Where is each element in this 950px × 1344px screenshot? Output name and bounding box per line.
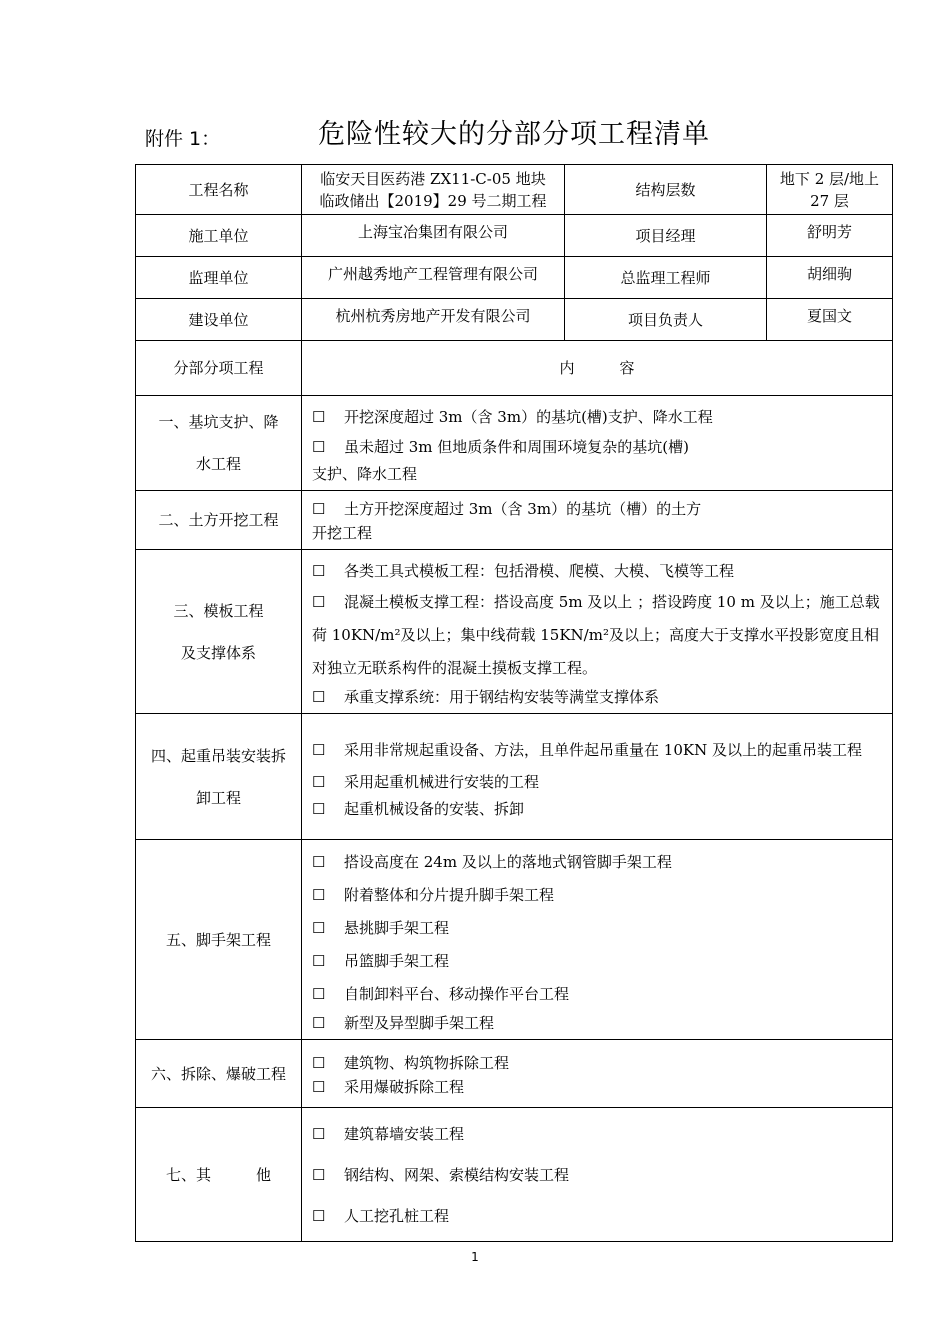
checkbox-icon[interactable]: ☐: [312, 408, 326, 426]
checkbox-icon[interactable]: ☐: [312, 438, 326, 456]
section-7-item-1: [312, 1114, 884, 1155]
section-2-item-1: [312, 497, 884, 521]
owner-head-label: 项目负责人: [565, 299, 767, 341]
item-text: 附着整体和分片提升脚手架工程: [344, 886, 555, 904]
section-2-title: 二、土方开挖工程: [136, 491, 302, 550]
supervisor-value: 广州越秀地产工程管理有限公司: [302, 257, 565, 299]
item-text: 自制卸料平台、移动操作平台工程: [344, 985, 570, 1003]
section-5-item-5: [312, 978, 884, 1011]
item-text: 承重支撑系统：用于钢结构安装等满堂支撑体系: [344, 688, 660, 706]
section-3-title-line-2: 及支撑体系: [180, 643, 256, 662]
section-5-item-6: [312, 1011, 884, 1035]
section-6-item-1: [312, 1051, 884, 1075]
section-row-7: [136, 1108, 893, 1242]
contractor-value: 上海宝冶集团有限公司: [302, 215, 565, 257]
item-text: 混凝土模板支撑工程：搭设高度 5m 及以上 ；搭设跨度 10 m 及以上；施工总载荷 10KN/m²及以上；集中线荷载 15KN/m²及以上；高度大于支撑水平投影宽度且相对独立无联系构件的混凝土摸板支撑工程。: [312, 593, 880, 677]
checkbox-icon[interactable]: ☐: [312, 919, 326, 937]
page-title: 危险性较大的分部分项工程清单: [318, 119, 710, 150]
section-7-item-3: [312, 1196, 884, 1237]
row-contractor: [136, 215, 893, 257]
item-text: 虽未超过 3m 但地质条件和周围环境复杂的基坑(槽): [344, 438, 690, 456]
section-7-content: [302, 1108, 893, 1242]
section-3-item-1: [312, 556, 884, 586]
section-6-content: [302, 1040, 893, 1108]
section-6-title: 六、拆除、爆破工程: [136, 1040, 302, 1108]
section-3-title-line-1: 三、模板工程: [173, 601, 264, 620]
checkbox-icon[interactable]: ☐: [312, 1125, 326, 1143]
section-4-title-line-2: 卸工程: [195, 788, 241, 807]
section-5-content: [302, 840, 893, 1040]
section-1-content: [302, 396, 893, 491]
owner-value: 杭州杭秀房地产开发有限公司: [302, 299, 565, 341]
owner-label: 建设单位: [136, 299, 302, 341]
section-4-content: [302, 714, 893, 840]
chief-engineer-value: 胡细驹: [767, 257, 893, 299]
checkbox-icon[interactable]: ☐: [312, 985, 326, 1003]
section-row-2: [136, 491, 893, 550]
row-header: [136, 341, 893, 396]
item-text: 采用非常规起重设备、方法，且单件起吊重量在 10KN 及以上的起重吊装工程: [344, 741, 862, 759]
item-text: 吊篮脚手架工程: [344, 952, 450, 970]
supervisor-label: 监理单位: [136, 257, 302, 299]
section-2-content: [302, 491, 893, 550]
structure-line-2: 27 层: [810, 191, 849, 210]
section-1-title-line-1: 一、基坑支护、降: [158, 413, 279, 431]
project-name-line-2: 临政储出【2019】29 号二期工程: [319, 191, 547, 210]
section-3-item-2: [312, 586, 884, 685]
pm-value: 舒明芳: [767, 215, 893, 257]
section-4-item-2: [312, 767, 884, 797]
checkbox-icon[interactable]: ☐: [312, 1207, 326, 1225]
section-4-title-line-1: 四、起重吊装安装拆: [150, 746, 286, 765]
section-1-item-2: [312, 432, 884, 462]
section-1-item-1: [312, 402, 884, 432]
owner-head-value: 夏国文: [767, 299, 893, 341]
item-text: 开挖深度超过 3m（含 3m）的基坑(槽)支护、降水工程: [344, 408, 713, 426]
pm-label: 项目经理: [565, 215, 767, 257]
section-row-3: [136, 550, 893, 714]
section-4-item-3: [312, 797, 884, 821]
checkbox-icon[interactable]: ☐: [312, 741, 326, 759]
checkbox-icon[interactable]: ☐: [312, 773, 326, 791]
checkbox-icon[interactable]: ☐: [312, 562, 326, 580]
checkbox-icon[interactable]: ☐: [312, 952, 326, 970]
row-supervisor: [136, 257, 893, 299]
checkbox-icon[interactable]: ☐: [312, 886, 326, 904]
project-name-line-1: 临安天目医药港 ZX11-C-05 地块: [320, 169, 546, 188]
contractor-label: 施工单位: [136, 215, 302, 257]
section-row-5: [136, 840, 893, 1040]
structure-label: 结构层数: [565, 165, 767, 215]
section-5-item-1: [312, 846, 884, 879]
section-4-item-1: [312, 734, 884, 767]
checkbox-icon[interactable]: ☐: [312, 500, 326, 518]
attachment-label: 附件 1：: [145, 128, 221, 150]
section-3-content: [302, 550, 893, 714]
item-text: 建筑幕墙安装工程: [344, 1125, 465, 1143]
item-text: 钢结构、网架、索模结构安装工程: [344, 1166, 570, 1184]
chief-engineer-label: 总监理工程师: [565, 257, 767, 299]
section-1-title: [136, 396, 302, 491]
checkbox-icon[interactable]: ☐: [312, 800, 326, 818]
row-project-name: [136, 165, 893, 215]
section-7-item-2: [312, 1155, 884, 1196]
hazard-project-table: [135, 164, 893, 1242]
structure-value: [767, 165, 893, 215]
project-name-value: [302, 165, 565, 215]
section-6-item-2: [312, 1075, 884, 1099]
section-3-title: [136, 550, 302, 714]
checkbox-icon[interactable]: ☐: [312, 1053, 326, 1072]
section-7-title: 七、其 他: [136, 1108, 302, 1242]
structure-line-1: 地下 2 层/地上: [779, 169, 880, 188]
section-5-item-3: [312, 912, 884, 945]
header-content: 内 容: [302, 341, 893, 396]
section-2-item-1-cont: 开挖工程: [312, 524, 373, 542]
checkbox-icon[interactable]: ☐: [312, 593, 326, 611]
section-row-4: [136, 714, 893, 840]
checkbox-icon[interactable]: ☐: [312, 853, 326, 871]
item-text: 搭设高度在 24m 及以上的落地式钢管脚手架工程: [344, 853, 672, 871]
checkbox-icon[interactable]: ☐: [312, 1014, 326, 1032]
section-1-title-line-2: 水工程: [195, 455, 241, 473]
section-3-item-3: [312, 685, 884, 709]
section-1-item-2-cont: 支护、降水工程: [312, 465, 418, 483]
checkbox-icon[interactable]: ☐: [312, 1166, 326, 1184]
header-category: 分部分项工程: [136, 341, 302, 396]
page-number: 1: [471, 1250, 479, 1264]
item-text: 起重机械设备的安装、拆卸: [344, 800, 525, 818]
item-text: 各类工具式模板工程：包括滑模、爬模、大模、飞模等工程: [344, 562, 735, 580]
item-text: 土方开挖深度超过 3m（含 3m）的基坑（槽）的土方: [344, 500, 702, 518]
section-4-title: [136, 714, 302, 840]
section-5-item-4: [312, 945, 884, 978]
project-name-label: 工程名称: [136, 165, 302, 215]
checkbox-icon[interactable]: ☐: [312, 1077, 326, 1096]
checkbox-icon[interactable]: ☐: [312, 688, 326, 706]
section-row-1: [136, 396, 893, 491]
item-text: 采用起重机械进行安装的工程: [344, 773, 540, 791]
section-5-item-2: [312, 879, 884, 912]
section-5-title: 五、脚手架工程: [136, 840, 302, 1040]
row-owner: [136, 299, 893, 341]
item-text: 人工挖孔桩工程: [344, 1207, 450, 1225]
item-text: 新型及异型脚手架工程: [344, 1014, 495, 1032]
item-text: 采用爆破拆除工程: [344, 1077, 465, 1096]
section-row-6: [136, 1040, 893, 1108]
item-text: 建筑物、构筑物拆除工程: [344, 1053, 510, 1072]
item-text: 悬挑脚手架工程: [344, 919, 450, 937]
